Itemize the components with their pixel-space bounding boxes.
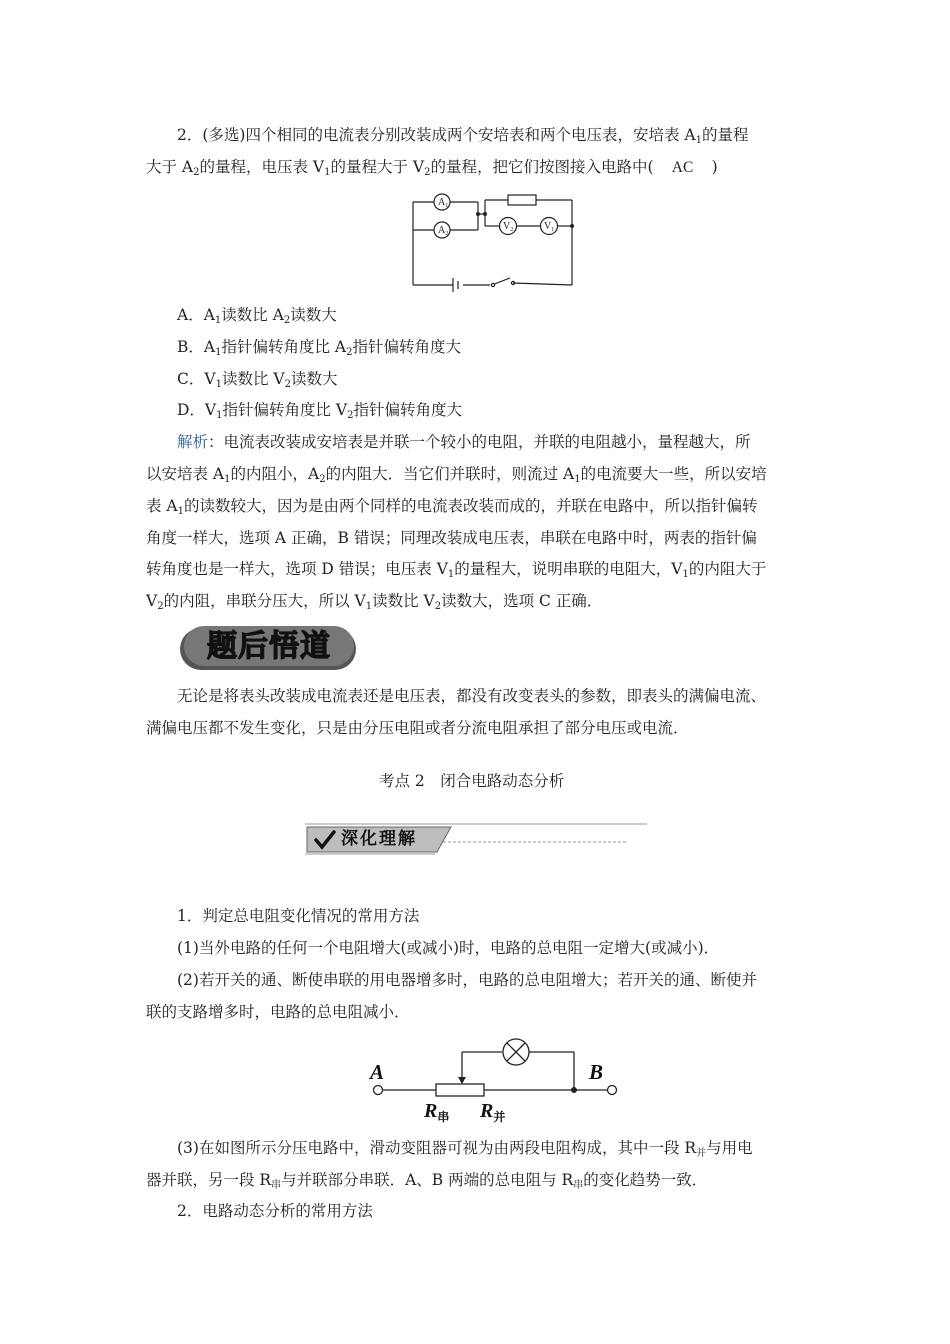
r-series-label: $R_串$ bbox=[424, 1100, 450, 1124]
option-c: C．$V_1$读数比 $V_2$读数大 bbox=[177, 370, 338, 390]
question-2-line-1: 2．(多选)四个相同的电流表分别改装成两个安培表和两个电压表，安培表 $A_1$的量程 bbox=[177, 126, 749, 146]
answer: AC bbox=[671, 159, 694, 176]
insight-banner-title: 题后悟道 bbox=[207, 629, 331, 664]
section-2-heading: 2．电路动态分析的常用方法 bbox=[177, 1202, 373, 1220]
analysis-line-6: $V_2$的内阻，串联分压大，所以 $V_1$读数比 $V_2$读数大，选项 C 正确． bbox=[146, 592, 603, 612]
voltmeter-v1-label: $V_1$ bbox=[544, 221, 555, 233]
analysis-line-3: 表 $A_1$的读数较大，因为是由两个同样的电流表改装而成的，并联在电路中，所以指针偏转 bbox=[146, 497, 758, 517]
insight-banner bbox=[178, 624, 360, 674]
section-1-p3-line-2: 器并联，另一段 $R_串$与并联部分串联．A、B 两端的总电阻与 $R_串$的变化趋势一致． bbox=[146, 1171, 708, 1191]
ammeter-a2-label: $A_2$ bbox=[438, 225, 449, 237]
analysis-line-2: 以安培表 $A_1$的内阻小，$A_2$的内阻大．当它们并联时，则流过 $A_1$的电流要大一些，所以安培 bbox=[146, 465, 767, 485]
insight-line-1: 无论是将表头改装成电流表还是电压表，都没有改变表头的参数，即表头的满偏电流、 bbox=[177, 687, 767, 705]
section-1-p2-line-2: 联的支路增多时，电路的总电阻减小． bbox=[146, 1003, 410, 1021]
section-1-p1: (1)当外电路的任何一个电阻增大(或减小)时，电路的总电阻一定增大(或减小)． bbox=[177, 939, 720, 957]
deepen-banner-title: 深化理解 bbox=[341, 829, 417, 849]
voltmeter-v2-label: $V_2$ bbox=[503, 221, 514, 233]
deepen-banner bbox=[305, 822, 647, 856]
option-b: B．$A_1$指针偏转角度比 $A_2$指针偏转角度大 bbox=[177, 338, 461, 358]
analysis-line-5: 转角度也是一样大，选项 D 错误；电压表 $V_1$的量程大，说明串联的电阻大，$V_1$的内阻大于 bbox=[146, 560, 767, 580]
analysis-label: 解析 bbox=[177, 433, 209, 451]
r-parallel-label: $R_并$ bbox=[480, 1100, 506, 1124]
topic-heading: 考点 2 闭合电路动态分析 bbox=[379, 772, 565, 790]
terminal-a-label: A bbox=[370, 1060, 385, 1084]
option-d: D．$V_1$指针偏转角度比 $V_2$指针偏转角度大 bbox=[177, 401, 463, 421]
check-icon bbox=[313, 828, 337, 852]
section-1-p3-line-1: (3)在如图所示分压电路中，滑动变阻器可视为由两段电阻构成，其中一段 $R_并$与用电 bbox=[177, 1139, 753, 1159]
insight-line-2: 满偏电压都不发生变化，只是由分压电阻或者分流电阻承担了部分电压或电流． bbox=[146, 719, 689, 737]
meter-circuit-diagram bbox=[405, 188, 577, 292]
voltage-divider-diagram bbox=[362, 1035, 624, 1125]
option-a: A．$A_1$读数比 $A_2$读数大 bbox=[177, 306, 337, 326]
section-1-heading: 1．判定总电阻变化情况的常用方法 bbox=[177, 907, 420, 925]
analysis-line-1: 解析：电流表改装成安培表是并联一个较小的电阻，并联的电阻越小，量程越大，所 bbox=[177, 433, 751, 451]
analysis-line-4: 角度一样大，选项 A 正确，B 错误；同理改装成电压表，串联在电路中时，两表的指针偏 bbox=[146, 529, 757, 547]
terminal-b-label: B bbox=[589, 1060, 604, 1084]
question-2-line-2: 大于 $A_2$的量程，电压表 $V_1$的量程大于 $V_2$的量程，把它们按图接入电路中( AC ) bbox=[146, 158, 718, 178]
section-1-p2-line-1: (2)若开关的通、断使串联的用电器增多时，电路的总电阻增大；若开关的通、断使并 bbox=[177, 971, 757, 989]
ammeter-a1-label: $A_1$ bbox=[438, 197, 449, 209]
